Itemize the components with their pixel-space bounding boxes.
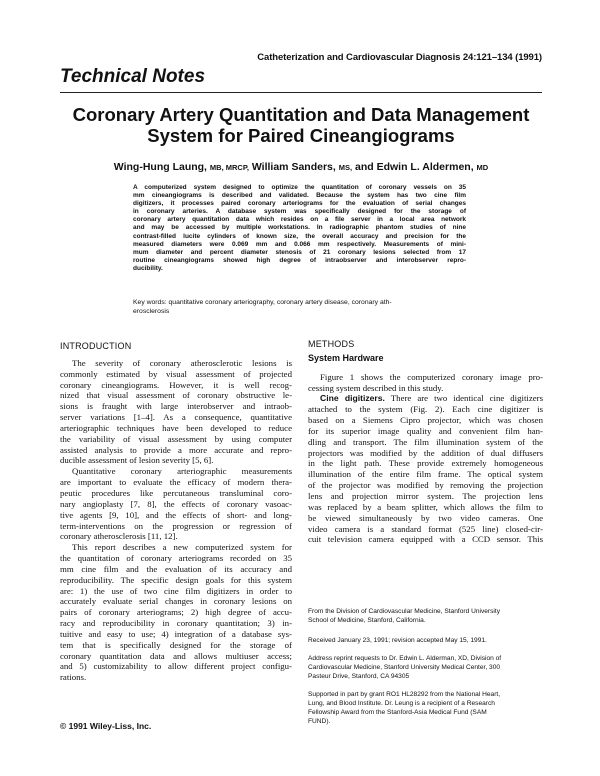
- introduction-heading: INTRODUCTION: [60, 341, 132, 351]
- footnote-line: School of Medicine, Stanford, California.: [308, 617, 426, 624]
- text-line: peutic procedures like percutaneous transluminal coro-: [60, 487, 292, 498]
- methods-heading: METHODS: [308, 339, 355, 349]
- keywords: [133, 299, 466, 316]
- abstract-line: ducibility.: [133, 264, 163, 272]
- text-line: are important to evaluate the efficacy of modern thera-: [60, 477, 292, 488]
- text-line: nized that visual assessment of coronary obstructive le-: [60, 390, 292, 401]
- text-line: video camera is a standard format (525 line) closed-cir-: [308, 523, 543, 534]
- footnote-line: FUND).: [308, 718, 331, 725]
- article-title: [60, 104, 542, 146]
- footnote-line: Fellowship Award from the Stanford-Asia Medical Fund (SAM: [308, 709, 487, 716]
- text-line: attached to the system (Fig. 2). Each cine digitizer is: [308, 404, 543, 415]
- abstract-line: mm cineangiograms is described and validated. Because the system has two cine film: [133, 192, 466, 200]
- paragraph: [60, 466, 292, 542]
- text-line: server variations [1–4]. As a consequence, quantitative: [60, 412, 292, 423]
- text-line: of the projector was modified by removing the projection: [308, 480, 543, 491]
- text-line: coronary cineangiograms. However, it is well recog-: [60, 379, 292, 390]
- text-line: for its superior image quality and convenient film han-: [308, 425, 543, 436]
- abstract-line: measured diameters were 0.069 mm and 0.066 mm respectively. Measurements of mini-: [133, 240, 466, 248]
- text-line: cuit television camera equipped with a CCD sensor. This: [308, 534, 543, 545]
- title-line: System for Paired Cineangiograms: [147, 125, 455, 146]
- text-line: The severity of coronary atherosclerotic lesions is: [72, 357, 292, 368]
- text-line: mm cine film and the evaluation of its accuracy and: [60, 563, 292, 574]
- author-name: Edwin L. Aldermen,: [376, 161, 474, 173]
- text-line: racy and reproducibility in coronary quantitation; 3) in-: [60, 618, 292, 629]
- text-line: be viewed simultaneously by two video cameras. One: [308, 512, 543, 523]
- abstract-line: digitizers, it processes paired coronary arteriograms for the evaluation of serial changes: [133, 200, 466, 208]
- paragraph: [60, 542, 292, 683]
- abstract-line: mum diameter and percent diameter stenosis of 21 coronary lesions selected from 17: [133, 248, 466, 256]
- text-line: was replaced by a beam splitter, which allows the film to: [308, 501, 543, 512]
- footnote-line: Cardiovascular Medicine, Stanford University Medical Center, 300: [308, 664, 501, 671]
- footnote-line: Supported in part by grant RO1 HL28292 from the National Heart,: [308, 691, 501, 698]
- text-line: assisted analysis to provide a more accurate and repro-: [60, 444, 292, 455]
- abstract-line: contrast-filled lucite cylinders of known size, the overall accuracy and precision for the: [133, 232, 466, 240]
- keywords-line: Key words: quantitative coronary arteriography, coronary artery disease, coronary ath-: [133, 299, 392, 306]
- copyright-notice: © 1991 Wiley-Liss, Inc.: [60, 721, 152, 731]
- footnote-address: [308, 654, 543, 681]
- abstract-line: in coronary arteries. A database system was specifically designed for the storage of: [133, 208, 466, 216]
- text-line: are: 1) the use of two cine film digitizers in order to: [60, 585, 292, 596]
- abstract-line: A computerized system designed to optimize the quantitation of coronary vessels on 35: [133, 184, 466, 191]
- text-line: cessing system described in this study.: [308, 382, 444, 393]
- text-line: [308, 393, 543, 404]
- abstract-line: and may be accessed by multiple workstations. In radiographic phantom studies of nine: [133, 224, 466, 232]
- text-line: coronary quantitation data and allows multiuser access;: [60, 650, 292, 661]
- text-line: ducible assessment of lesion severity [5, 6].: [60, 455, 214, 466]
- text-line: and 5) customizability to allow different project configu-: [60, 661, 292, 672]
- footnote-line: Address reprint requests to Dr. Edwin L. Alderman, XD, Division of: [308, 655, 502, 662]
- text-line: Figure 1 shows the computerized coronary image pro-: [320, 371, 543, 382]
- left-column: [60, 341, 292, 683]
- abstract-line: routine cineangiograms showed high degree of intraobserver and interobserver repro-: [133, 256, 466, 264]
- text-line: nary angioplasty [7, 8], the effects of coronary vasoac-: [60, 498, 292, 509]
- paragraph: [308, 372, 543, 394]
- footnote-received: [308, 636, 543, 645]
- text-line: Quantitative coronary arteriographic measurements: [72, 466, 292, 477]
- text-line: tem that is specifically designed for the storage of: [60, 639, 292, 650]
- keywords-line: erosclerosis: [133, 307, 170, 315]
- text-line: This report describes a new computerized system for: [72, 542, 292, 553]
- text-line: projectors was modified by the addition of dual diffusers: [308, 447, 543, 458]
- footnote-line: Lung, and Blood Institute. Dr. Leung is a recipient of a Research: [308, 700, 495, 707]
- paragraph: [60, 358, 292, 466]
- text-line: in the light path. These provide extremely homogeneous: [308, 458, 543, 469]
- text-line: sions is fraught with large interobserver and intraob-: [60, 401, 292, 412]
- text-line: commonly estimated by visual assessment of projected: [60, 368, 292, 379]
- abstract-line: coronary artery quantitation data which resides on a file server in a local area network: [133, 216, 466, 224]
- text-line: rations.: [60, 672, 87, 683]
- text-line: coronary atherosclerosis [11, 12].: [60, 531, 178, 542]
- text-line: tive agents [9, 10], and the effects of short- and long-: [60, 509, 292, 520]
- text-line: the variability of visual assessment by using computer: [60, 433, 292, 444]
- text-line: dling and transport. The film illumination system of the: [308, 436, 543, 447]
- footnote-line: From the Division of Cardiovascular Medicine, Stanford University: [308, 608, 501, 615]
- author-degree: MB, MRCP,: [209, 163, 249, 172]
- text-line: based on a Siemens Cipro projector, which was chosen: [308, 415, 543, 426]
- text-line: accurately evaluate serial changes in coronary lesions on: [60, 596, 292, 607]
- author-name: William Sanders,: [251, 161, 336, 173]
- system-hardware-heading: System Hardware: [308, 352, 384, 363]
- text-line: reproducibility. The specific design goals for this system: [60, 574, 292, 585]
- text-line: arteriographic techniques have been developed to reduce: [60, 422, 292, 433]
- section-heading: Technical Notes: [60, 66, 206, 87]
- header-rule: [60, 92, 542, 93]
- author-degree: MS,: [338, 163, 353, 172]
- text-line: lens and projection mirror system. The projection lens: [308, 490, 543, 501]
- author-name: Wing-Hung Laung,: [113, 161, 207, 173]
- paragraph: [308, 393, 543, 545]
- footnote-affiliation: [308, 607, 543, 625]
- cine-digitizers-runin: Cine digitizers.: [320, 393, 385, 404]
- author-conjunction: and: [354, 161, 374, 173]
- author-list: [60, 161, 542, 173]
- title-line: Coronary Artery Quantitation and Data Management: [72, 104, 530, 125]
- abstract: [133, 184, 466, 273]
- text-line: term-interventions on the progression or regression of: [60, 520, 292, 531]
- footnote-line: Pasteur Drive, Stanford, CA 94305: [308, 673, 410, 680]
- author-degree: MD: [476, 163, 489, 172]
- footnote-line: Received January 23, 1991; revision accepted May 15, 1991.: [308, 637, 487, 644]
- journal-reference: Catheterization and Cardiovascular Diagnosis 24:121–134 (1991): [257, 52, 542, 63]
- text-line: tuitive and easy to use; 4) integration of a database sys-: [60, 628, 292, 639]
- text-fragment: There are two identical cine digitizers: [384, 393, 544, 404]
- text-line: pairs of coronary arteriograms; 2) high degree of accu-: [60, 607, 292, 618]
- text-line: illumination of the entire film frame. The optical system: [308, 469, 543, 480]
- text-line: the quantitation of coronary arteriograms recorded on 35: [60, 553, 292, 564]
- footnote-support: [308, 690, 543, 726]
- right-column: [308, 339, 543, 545]
